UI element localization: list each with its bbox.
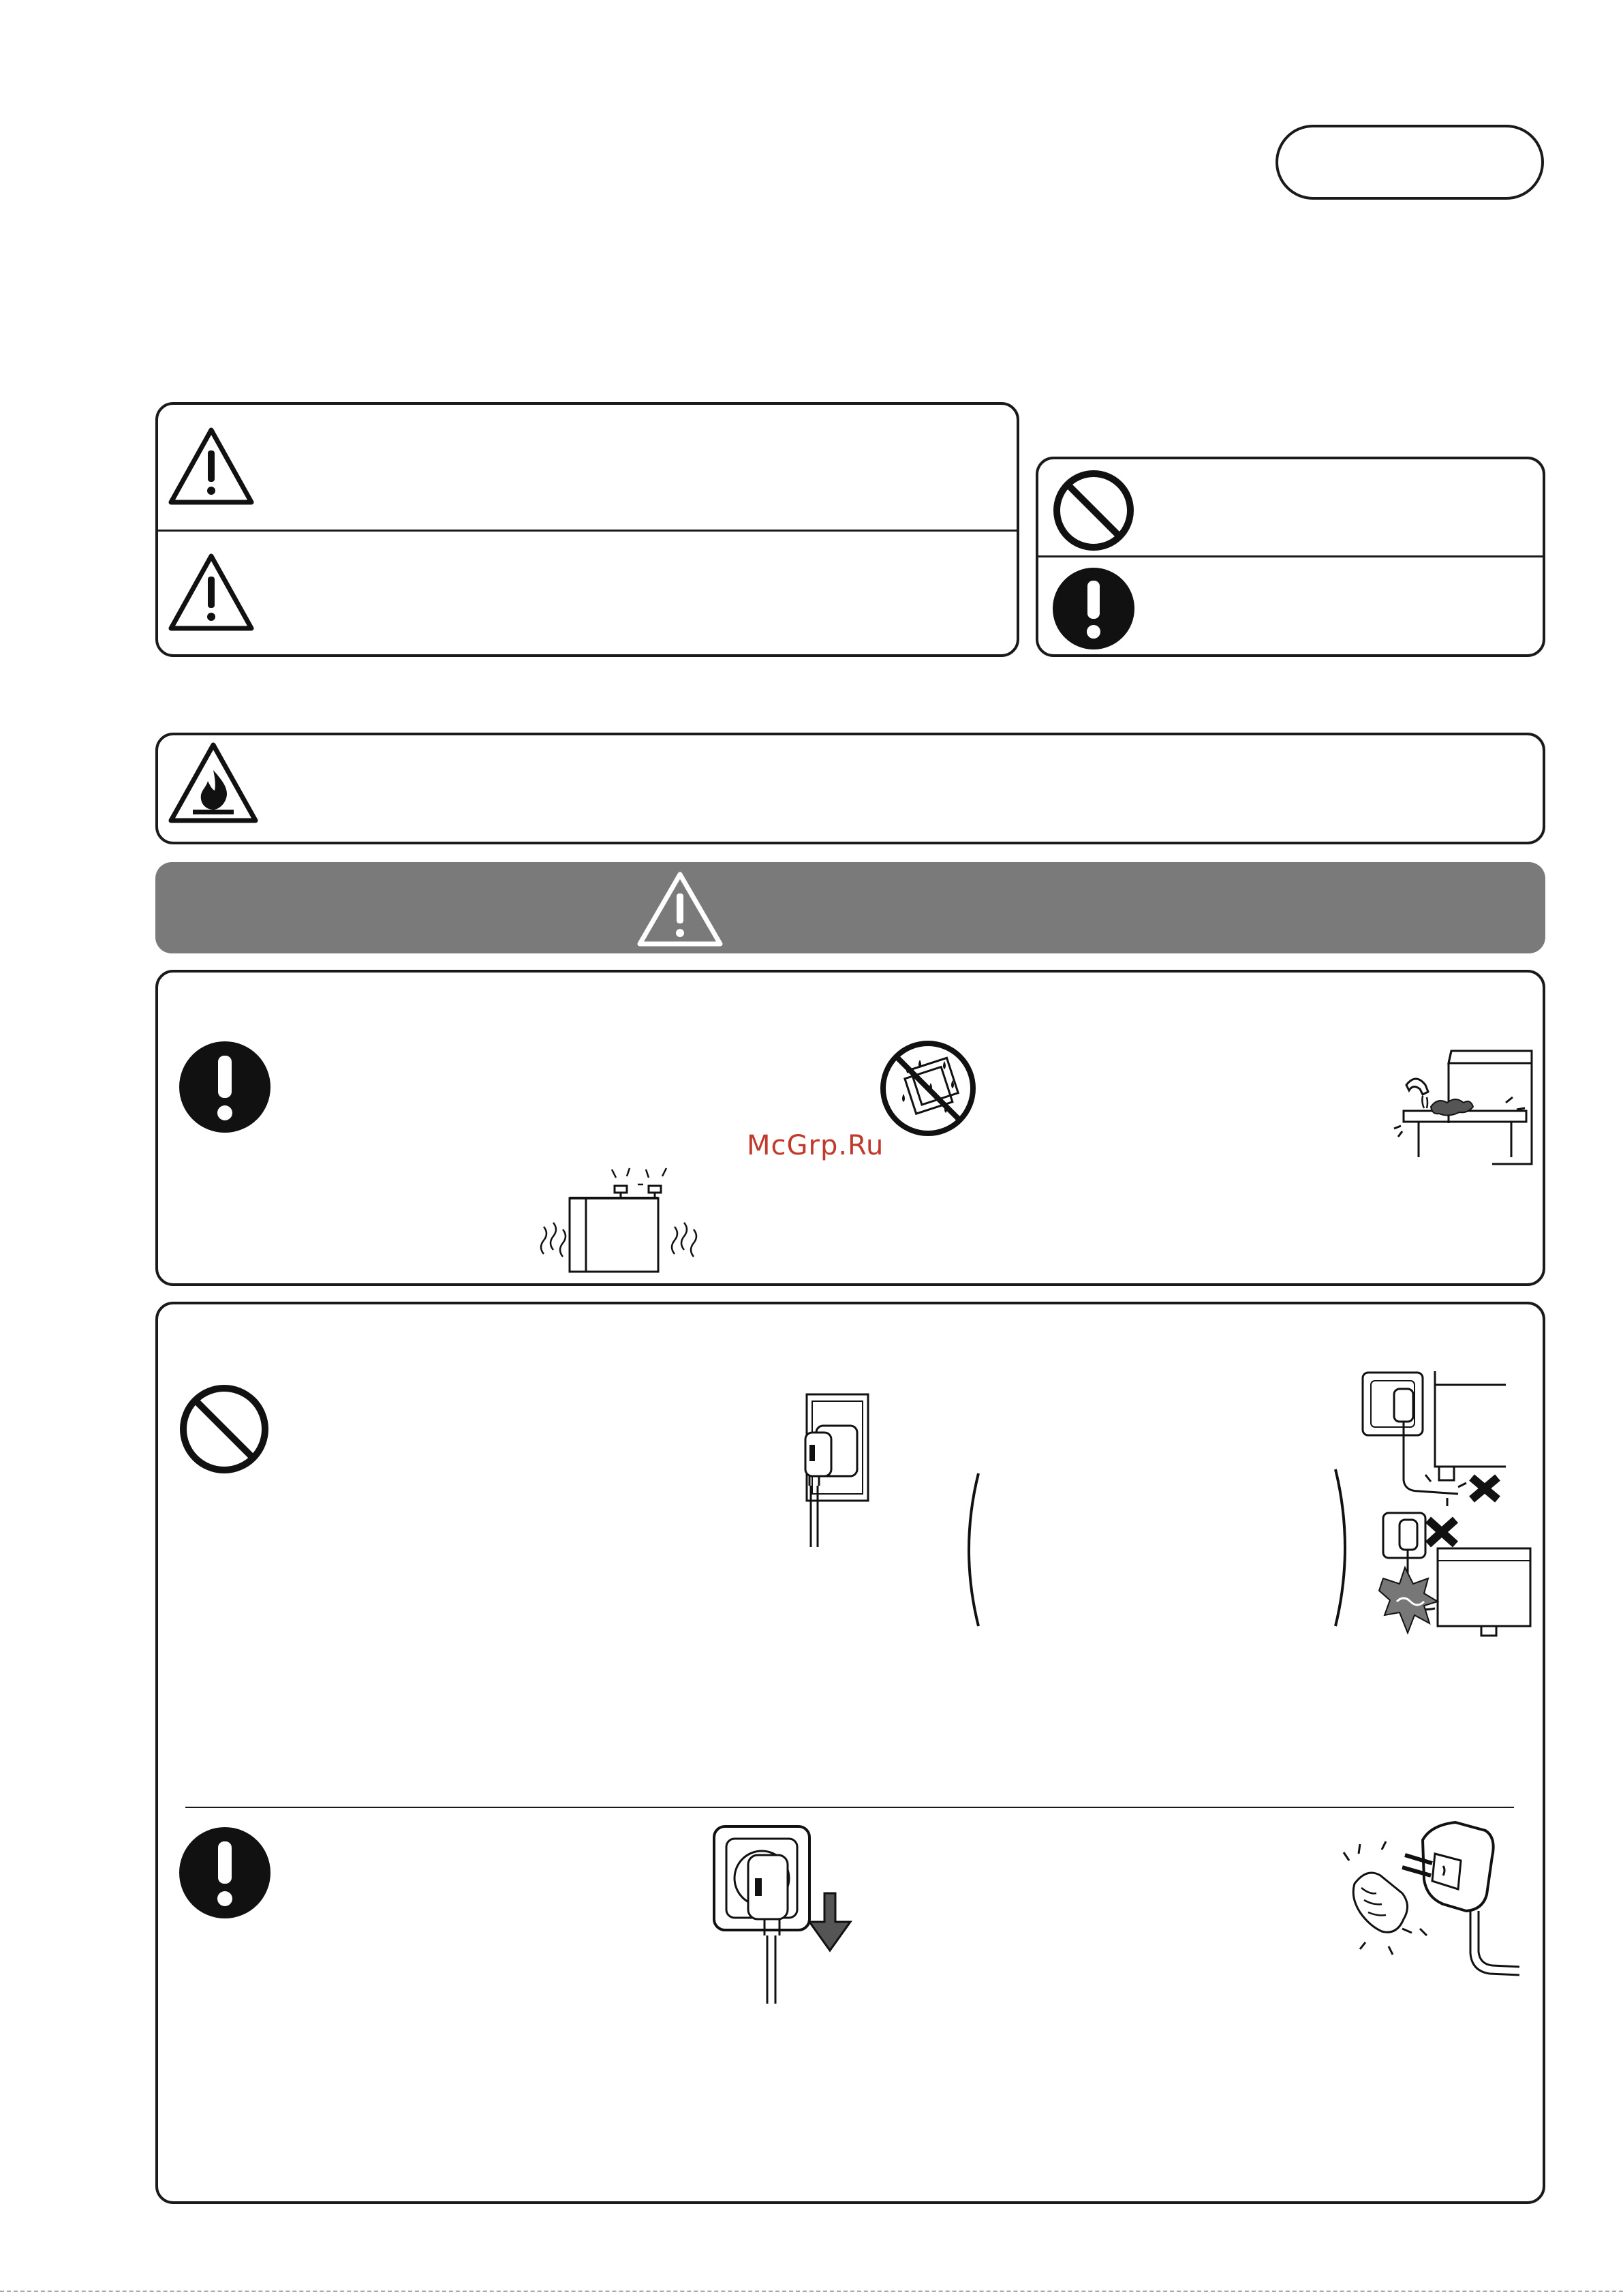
refrigerator-vibration-illustration xyxy=(529,1150,720,1272)
pull-plug-out-illustration xyxy=(709,1820,865,2010)
warning-banner xyxy=(155,862,1545,953)
right-bracket xyxy=(1330,1467,1357,1629)
cord-damaged-illustration xyxy=(1370,1499,1537,1645)
mandatory-icon xyxy=(179,1826,271,1919)
warning-triangle-icon xyxy=(167,426,256,506)
left-bracket xyxy=(957,1471,984,1629)
prohibited-icon xyxy=(179,1383,270,1475)
water-on-appliance-illustration xyxy=(1383,1041,1541,1171)
no-water-splash-icon xyxy=(879,1039,977,1137)
flammable-refrigerant-icon xyxy=(167,741,260,825)
watermark: McGrp.Ru xyxy=(747,1130,884,1161)
page-edge-line xyxy=(0,2291,1623,2292)
cord-pinched-illustration xyxy=(1356,1364,1530,1501)
section-two-divider xyxy=(185,1807,1514,1808)
mandatory-icon xyxy=(179,1041,271,1133)
caution-triangle-icon xyxy=(167,552,256,632)
prohibited-icon xyxy=(1052,469,1135,552)
flammable-notice-box xyxy=(155,733,1545,844)
page-label-box xyxy=(1276,125,1544,200)
mandatory-icon xyxy=(1052,567,1135,650)
wipe-plug-illustration xyxy=(1341,1813,1524,1991)
symbol-divider xyxy=(1038,555,1543,557)
warning-triangle-icon xyxy=(636,870,724,948)
warning-section-one xyxy=(155,970,1545,1286)
legend-divider xyxy=(158,530,1017,532)
plug-in-socket-illustration xyxy=(796,1390,871,1554)
